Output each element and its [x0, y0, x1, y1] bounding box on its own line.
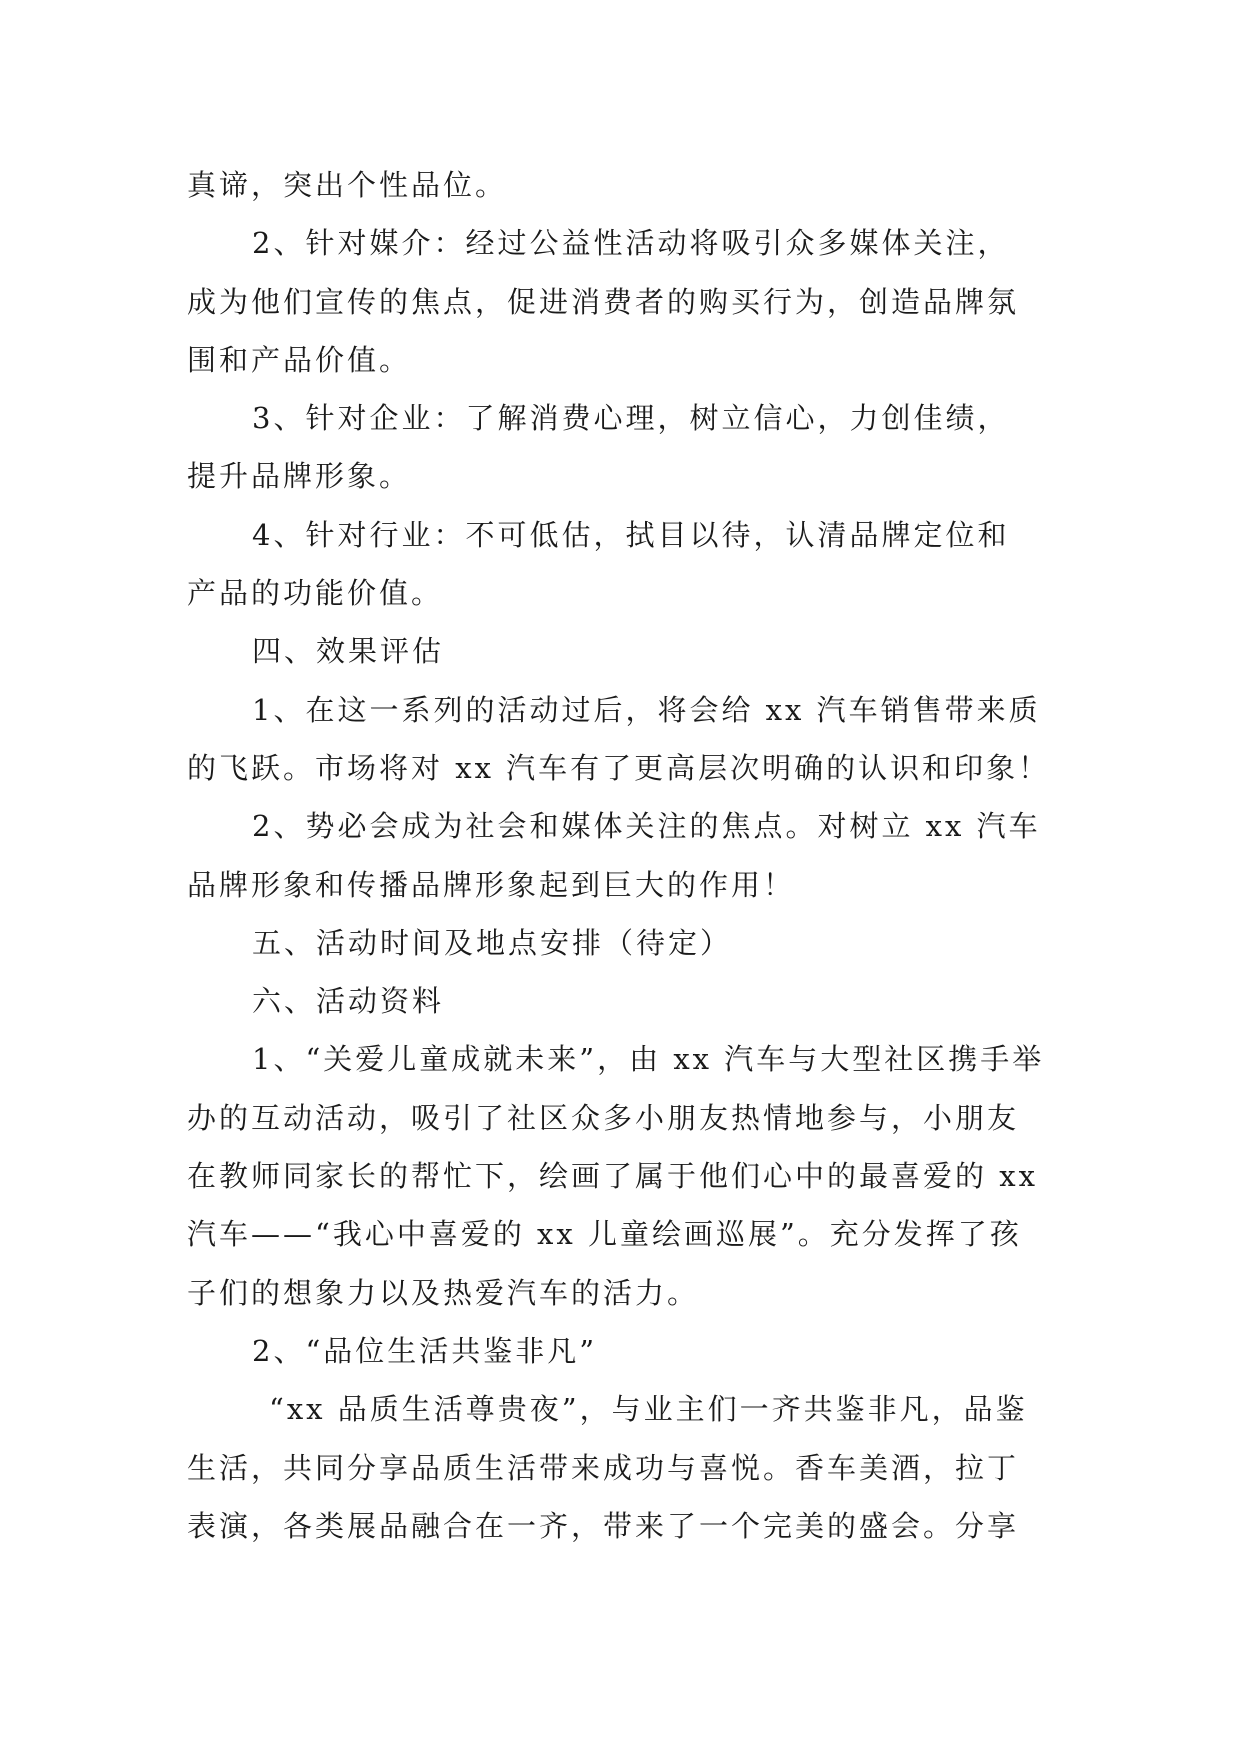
text-line: 围和产品价值。: [187, 342, 412, 377]
text-line: 表演，各类展品融合在一齐，带来了一个完美的盛会。分享: [187, 1508, 1020, 1543]
text-line: “xx 品质生活尊贵夜”，与业主们一齐共鉴非凡，品鉴: [269, 1392, 1028, 1427]
text-line: 汽车——“我心中喜爱的 xx 儿童绘画巡展”。充分发挥了孩: [187, 1217, 1022, 1252]
text-line: 2、势必会成为社会和媒体关注的焦点。对树立 xx 汽车: [252, 809, 1041, 844]
text-line: 的飞跃。市场将对 xx 汽车有了更高层次明确的认识和印象！: [187, 750, 1051, 785]
text-line: 1、在这一系列的活动过后，将会给 xx 汽车销售带来质: [252, 692, 1041, 727]
text-line: 提升品牌形象。: [187, 459, 412, 494]
text-line: 产品的功能价值。: [187, 576, 444, 611]
text-line: 在教师同家长的帮忙下，绘画了属于他们心中的最喜爱的 xx: [187, 1159, 1038, 1194]
text-line: 2、“品位生活共鉴非凡”: [252, 1333, 598, 1368]
section-heading: 四、效果评估: [252, 634, 445, 669]
text-line: 2、针对媒介：经过公益性活动将吸引众多媒体关注，: [252, 226, 1010, 261]
text-line: 3、针对企业：了解消费心理，树立信心，力创佳绩，: [252, 401, 1010, 436]
section-heading: 六、活动资料: [252, 984, 445, 1019]
text-line: 4、针对行业：不可低估，拭目以待，认清品牌定位和: [252, 517, 1010, 552]
body-text: [187, 156, 1057, 1555]
section-heading: 五、活动时间及地点安排（待定）: [252, 925, 733, 960]
text-line: 1、“关爱儿童成就未来”，由 xx 汽车与大型社区携手举: [252, 1042, 1045, 1077]
text-line: 真谛，突出个性品位。: [187, 168, 508, 202]
text-line: 子们的想象力以及热爱汽车的活力。: [187, 1275, 700, 1310]
text-line: 生活，共同分享品质生活带来成功与喜悦。香车美酒，拉丁: [187, 1450, 1020, 1485]
text-line: 成为他们宣传的焦点，促进消费者的购买行为，创造品牌氛: [187, 284, 1020, 319]
text-line: 品牌形象和传播品牌形象起到巨大的作用！: [187, 867, 796, 902]
text-line: 办的互动活动，吸引了社区众多小朋友热情地参与，小朋友: [187, 1100, 1020, 1135]
